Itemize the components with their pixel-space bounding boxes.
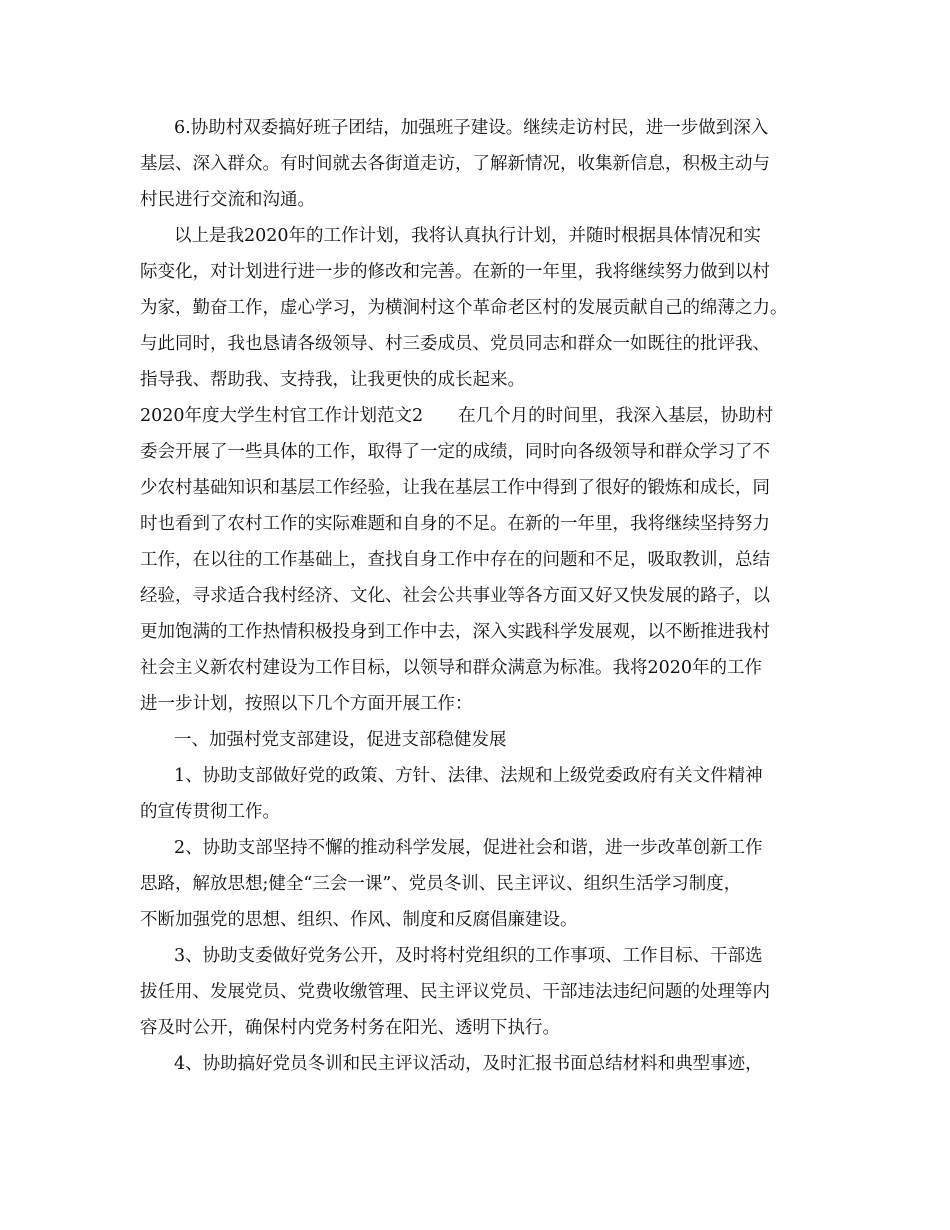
list-item-line: 拔任用、发展党员、党费收缴管理、民主评议党员、干部违法违纪问题的处理等内 xyxy=(140,982,770,1002)
paragraph-line: 委会开展了一些具体的工作，取得了一定的成绩，同时向各级领导和群众学习了不 xyxy=(140,442,770,462)
list-item-line: 思路，解放思想;健全“三会一课”、党员冬训、民主评议、组织生活学习制度， xyxy=(140,874,742,894)
list-item-line: 容及时公开，确保村内党务村务在阳光、透明下执行。 xyxy=(140,1018,560,1038)
paragraph-line: 基层、深入群众。有时间就去各街道走访，了解新情况，收集新信息，积极主动与 xyxy=(140,154,770,174)
list-item-line: 的宣传贯彻工作。 xyxy=(140,802,280,822)
paragraph-line: 6.协助村双委搞好班子团结，加强班子建设。继续走访村民，进一步做到深入 xyxy=(174,118,769,138)
paragraph-line: 与此同时，我也恳请各级领导、村三委成员、党员同志和群众一如既往的批评我、 xyxy=(140,334,770,354)
paragraph-line: 指导我、帮助我、支持我，让我更快的成长起来。 xyxy=(140,370,525,390)
paragraph-line: 少农村基础知识和基层工作经验，让我在基层工作中得到了很好的锻炼和成长，同 xyxy=(140,478,770,498)
section-title-line: 2020年度大学生村官工作计划范文2 在几个月的时间里，我深入基层，协助村 xyxy=(140,406,774,426)
list-item-line: 不断加强党的思想、组织、作风、制度和反腐倡廉建设。 xyxy=(140,910,578,930)
paragraph-line: 工作，在以往的工作基础上，查找自身工作中存在的问题和不足，吸取教训，总结 xyxy=(140,550,770,570)
paragraph-line: 以上是我2020年的工作计划，我将认真执行计划，并随时根据具体情况和实 xyxy=(174,226,762,246)
paragraph-line: 社会主义新农村建设为工作目标，以领导和群众满意为标准。我将2020年的工作 xyxy=(140,658,763,678)
list-item-line: 3、协助支委做好党务公开，及时将村党组织的工作事项、工作目标、干部选 xyxy=(174,946,763,966)
paragraph-line: 进一步计划，按照以下几个方面开展工作： xyxy=(140,694,473,714)
section-heading: 一、加强村党支部建设，促进支部稳健发展 xyxy=(174,730,507,750)
list-item-line: 1、协助支部做好党的政策、方针、法律、法规和上级党委政府有关文件精神 xyxy=(174,766,763,786)
paragraph-line: 村民进行交流和沟通。 xyxy=(140,190,315,210)
paragraph-line: 为家，勤奋工作，虚心学习，为横涧村这个革命老区村的发展贡献自己的绵薄之力。 xyxy=(140,298,788,318)
list-item-line: 4、协助搞好党员冬训和民主评议活动，及时汇报书面总结材料和典型事迹， xyxy=(174,1054,763,1074)
paragraph-line: 际变化，对计划进行进一步的修改和完善。在新的一年里，我将继续努力做到以村 xyxy=(140,262,770,282)
paragraph-line: 经验，寻求适合我村经济、文化、社会公共事业等各方面又好又快发展的路子，以 xyxy=(140,586,770,606)
document-body xyxy=(140,110,830,1082)
paragraph-line: 时也看到了农村工作的实际难题和自身的不足。在新的一年里，我将继续坚持努力 xyxy=(140,514,770,534)
list-item-line: 2、协助支部坚持不懈的推动科学发展，促进社会和谐，进一步改革创新工作 xyxy=(174,838,763,858)
paragraph-line: 更加饱满的工作热情积极投身到工作中去，深入实践科学发展观，以不断推进我村 xyxy=(140,622,770,642)
